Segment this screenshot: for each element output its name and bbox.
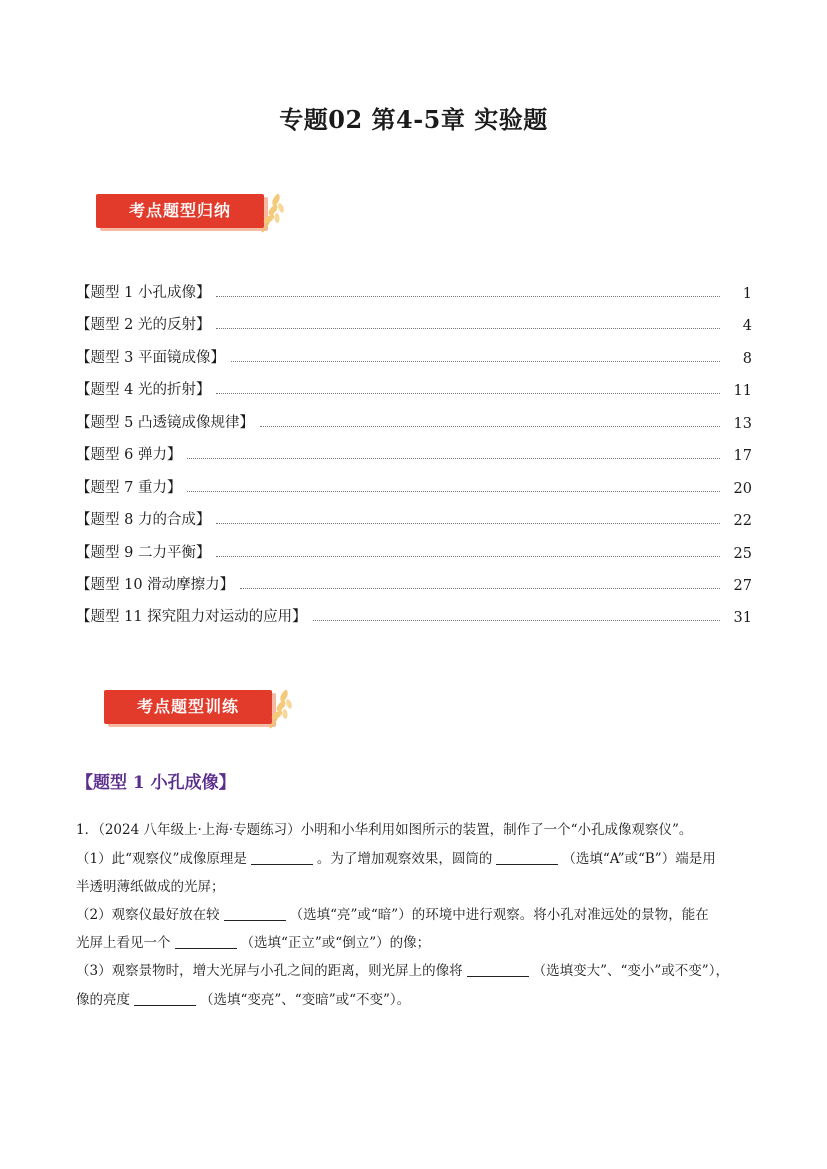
toc-row[interactable]: [76, 282, 752, 302]
question-text: （选填“亮”或“暗”）的环境中进行观察。将小孔对准远处的景物，能在: [289, 907, 709, 923]
toc-page: 17: [733, 448, 752, 464]
toc-row[interactable]: [76, 379, 752, 399]
question-text: （3）观察景物时，增大光屏与小孔之间的距离，则光屏上的像将: [76, 963, 463, 979]
question-text: 半透明薄纸做成的光屏；: [76, 879, 225, 895]
page-title: 专题02 第4-5章 实验题: [279, 105, 548, 134]
question-text: （2）观察仪最好放在较: [76, 907, 220, 923]
toc-leader: [216, 327, 720, 329]
section-heading: 【题型 1 小孔成像】: [76, 773, 236, 793]
question-text: 光屏上看见一个: [76, 935, 171, 951]
toc-label: 【题型 10 滑动摩擦力】: [76, 577, 235, 593]
laurel-icon: [264, 686, 294, 732]
toc-leader: [187, 490, 720, 492]
toc-label: 【题型 9 二力平衡】: [76, 545, 211, 561]
banner-training: [104, 686, 294, 732]
banner-training-label: 考点题型训练: [136, 697, 239, 716]
toc-page: 31: [733, 610, 752, 626]
laurel-icon: [256, 190, 286, 236]
question-text: 。为了增加观察效果，圆筒的: [316, 851, 493, 867]
toc-row[interactable]: [76, 574, 752, 594]
answer-blank[interactable]: [175, 934, 237, 949]
question-text: （选填“A”或“B”）端是用: [562, 851, 716, 867]
toc-leader: [231, 360, 720, 362]
toc-label: 【题型 11 探究阻力对运动的应用】: [76, 609, 307, 625]
question-line-3: [76, 903, 756, 923]
toc-page: 1: [742, 286, 752, 302]
toc-page: 20: [733, 481, 752, 497]
toc-row[interactable]: [76, 444, 752, 464]
toc-row[interactable]: [76, 509, 752, 529]
question-line-1: [76, 847, 756, 867]
toc-label: 【题型 4 光的折射】: [76, 382, 211, 398]
toc-leader: [216, 522, 720, 524]
toc-page: 13: [733, 416, 752, 432]
answer-blank[interactable]: [467, 962, 529, 977]
toc-label: 【题型 6 弹力】: [76, 447, 182, 463]
question-text: 像的亮度: [76, 992, 130, 1008]
toc-label: 【题型 1 小孔成像】: [76, 285, 211, 301]
toc-label: 【题型 8 力的合成】: [76, 512, 211, 528]
toc-label: 【题型 7 重力】: [76, 480, 182, 496]
toc-row[interactable]: [76, 606, 752, 626]
toc-row[interactable]: [76, 542, 752, 562]
banner-summary-label: 考点题型归纳: [128, 201, 231, 220]
question-line-6: [76, 988, 756, 1008]
question-line-5: [76, 959, 756, 979]
question-intro: 1．（2024 八年级上·上海·专题练习）小明和小华利用如图所示的装置，制作了一个“小孔成像观察仪”。: [76, 822, 693, 838]
toc-leader: [313, 619, 720, 621]
toc-page: 25: [733, 546, 752, 562]
question-line-2: [76, 875, 756, 895]
answer-blank[interactable]: [496, 850, 558, 865]
toc-row[interactable]: [76, 412, 752, 432]
toc-leader: [216, 555, 720, 557]
toc-leader: [260, 425, 720, 427]
question-text: （选填变大”、“变小”或不变”），: [532, 963, 729, 979]
toc-page: 8: [742, 351, 752, 367]
question-line-4: [76, 931, 756, 951]
toc-page: 11: [733, 383, 752, 399]
question-text: （选填“变亮”、“变暗”或“不变”）。: [200, 992, 411, 1008]
toc-label: 【题型 5 凸透镜成像规律】: [76, 415, 254, 431]
toc-leader: [240, 587, 720, 589]
toc-page: 22: [733, 513, 752, 529]
toc-leader: [187, 457, 720, 459]
toc-leader: [216, 295, 720, 297]
banner-summary: [96, 190, 286, 236]
toc-page: 27: [733, 578, 752, 594]
answer-blank[interactable]: [224, 906, 286, 921]
answer-blank[interactable]: [251, 850, 313, 865]
toc-row[interactable]: [76, 314, 752, 334]
toc-leader: [216, 392, 720, 394]
question-text: （选填“正立”或“倒立”）的像；: [240, 935, 431, 951]
toc-page: 4: [742, 318, 752, 334]
toc-row[interactable]: [76, 347, 752, 367]
answer-blank[interactable]: [134, 991, 196, 1006]
toc-label: 【题型 2 光的反射】: [76, 317, 211, 333]
toc-label: 【题型 3 平面镜成像】: [76, 350, 225, 366]
toc-row[interactable]: [76, 477, 752, 497]
question-text: （1）此“观察仪”成像原理是: [76, 851, 247, 867]
